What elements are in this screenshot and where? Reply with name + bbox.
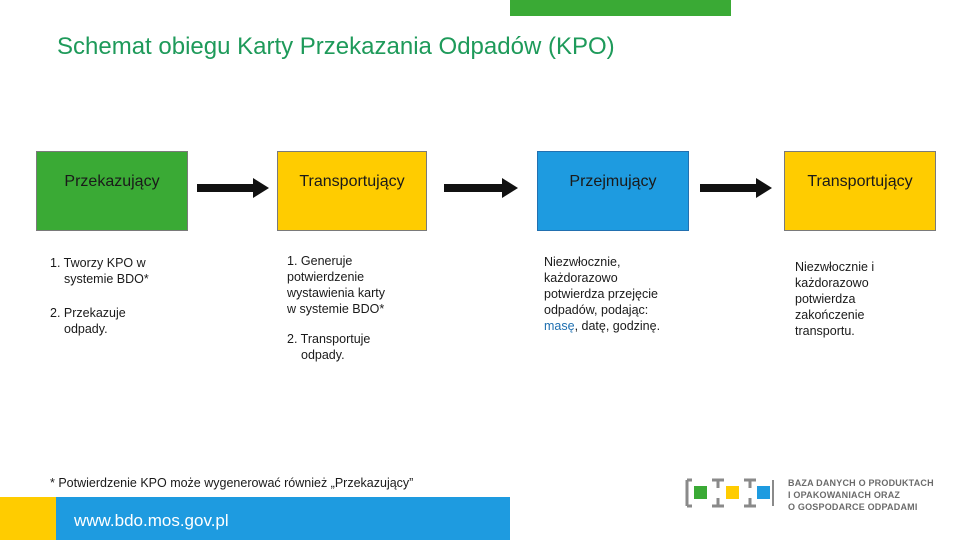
description-line: każdorazowo xyxy=(795,276,869,290)
description-line: systemie BDO* xyxy=(64,272,149,286)
description-line: 2. Przekazuje xyxy=(50,306,126,320)
step-description-przekazujacy xyxy=(50,255,180,337)
step-box-transportujacy xyxy=(277,151,427,231)
logo-caption-line: BAZA DANYCH O PRODUKTACH xyxy=(788,478,934,488)
description-line: potwierdza xyxy=(795,292,856,306)
step-description-transportujacy-final xyxy=(795,259,915,339)
footer-url-link[interactable]: www.bdo.mos.gov.pl xyxy=(74,510,229,530)
step-box-przejmujacy xyxy=(537,151,689,231)
step-label: Przejmujący xyxy=(569,173,657,190)
logo-caption xyxy=(788,477,948,513)
description-line: każdorazowo xyxy=(544,271,618,285)
description-line-rest: , datę, godzinę. xyxy=(574,319,661,333)
description-line: w systemie BDO* xyxy=(287,302,385,316)
flow-arrow-icon xyxy=(197,178,269,198)
description-line xyxy=(544,318,694,334)
flow-arrow-icon xyxy=(700,178,772,198)
description-line: wystawienia karty xyxy=(287,286,385,300)
step-box-przekazujacy xyxy=(36,151,188,231)
footnote: * Potwierdzenie KPO może wygenerować również „Przekazujący” xyxy=(50,476,414,490)
description-line: 1. Generuje xyxy=(287,254,353,268)
description-line: potwierdza przejęcie xyxy=(544,287,658,301)
footer-accent xyxy=(0,497,56,540)
step-label: Przekazujący xyxy=(64,173,160,190)
description-line: 1. Tworzy KPO w xyxy=(50,256,146,270)
description-line: Niezwłocznie, xyxy=(544,255,621,269)
step-box-transportujacy-final xyxy=(784,151,936,231)
footer-bar xyxy=(56,497,510,540)
description-line: 2. Transportuje xyxy=(287,332,371,346)
description-line: transportu. xyxy=(795,324,855,338)
logo-caption-line: O GOSPODARCE ODPADAMI xyxy=(788,502,918,512)
description-line: odpady. xyxy=(64,322,108,336)
step-description-transportujacy xyxy=(287,253,417,363)
mass-highlight: masę xyxy=(544,319,575,333)
logo-caption-line: I OPAKOWANIACH ORAZ xyxy=(788,490,901,500)
description-line: potwierdzenie xyxy=(287,270,365,284)
description-line: zakończenie xyxy=(795,308,865,322)
flow-arrow-icon xyxy=(444,178,518,198)
bdo-logo-icon xyxy=(684,476,774,510)
step-label: Transportujący xyxy=(807,173,913,190)
description-line: odpady. xyxy=(301,348,345,362)
step-description-przejmujacy xyxy=(544,254,694,334)
step-label: Transportujący xyxy=(299,173,405,190)
description-line: odpadów, podając: xyxy=(544,303,649,317)
description-line: Niezwłocznie i xyxy=(795,260,875,274)
top-accent-bar xyxy=(510,0,731,16)
page-title: Schemat obiegu Karty Przekazania Odpadów (KPO) xyxy=(57,33,615,60)
